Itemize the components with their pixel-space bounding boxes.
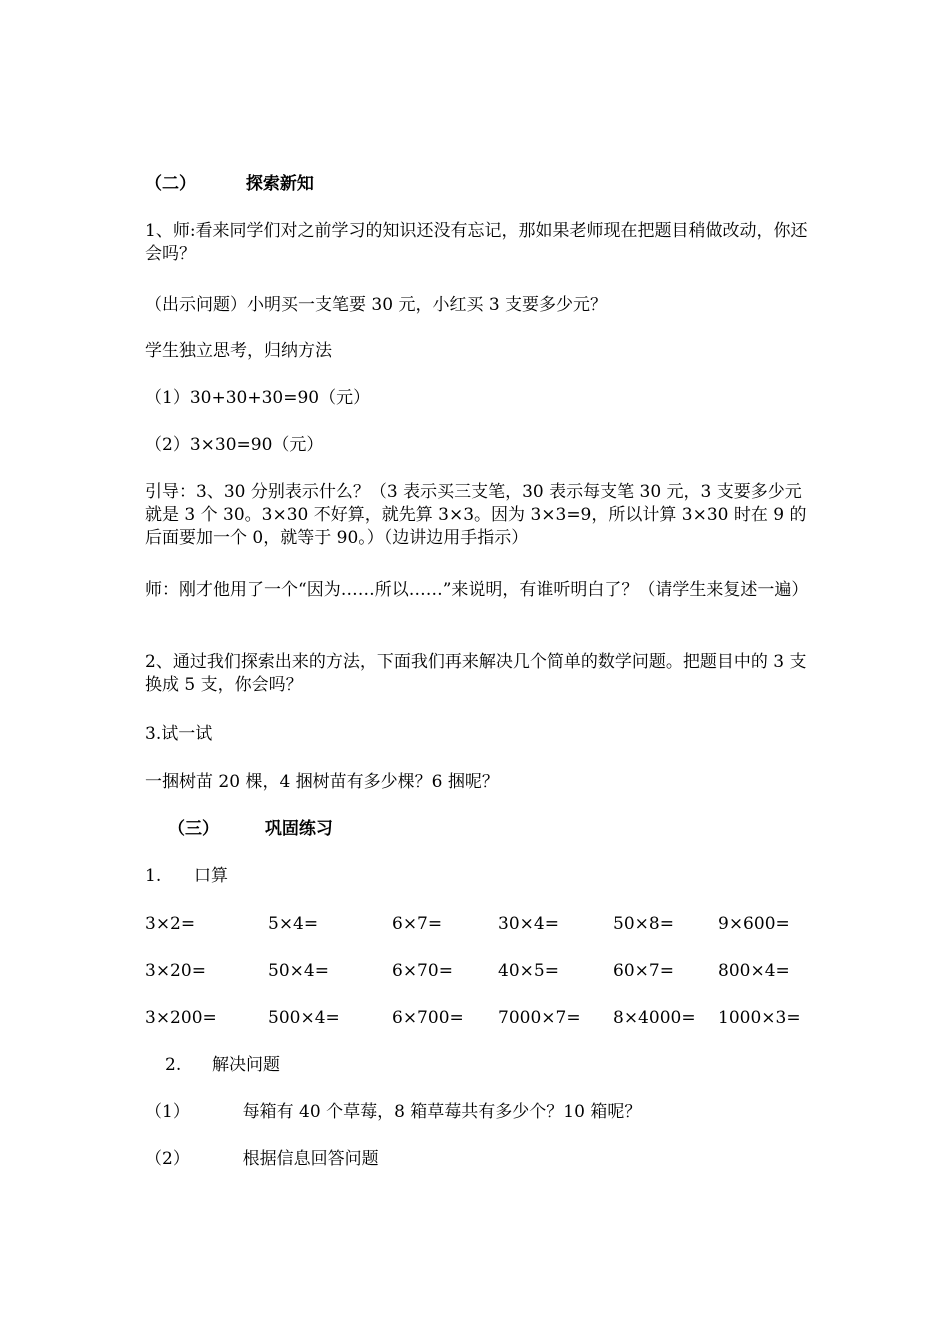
oral-item: 50×4= — [268, 961, 329, 981]
exercise-number: 2. — [165, 1055, 182, 1075]
oral-item: 3×20= — [145, 961, 206, 981]
section-heading-practice — [168, 818, 333, 841]
exercise-heading-problems — [165, 1054, 280, 1077]
oral-item: 5×4= — [268, 914, 319, 934]
paragraph-seedlings: 一捆树苗 20 棵，4 捆树苗有多少棵？6 捆呢？ — [145, 772, 499, 792]
section-number: （二） — [145, 174, 196, 194]
paragraph-student-thinking: 学生独立思考，归纳方法 — [145, 341, 332, 361]
oral-item: 3×2= — [145, 914, 196, 934]
oral-item: 50×8= — [613, 914, 674, 934]
paragraph-explore-more: 2、通过我们探索出来的方法，下面我们再来解决几个简单的数学问题。把题目中的 3 支换成 5 支，你会吗？ — [145, 652, 807, 695]
oral-item: 8×4000= — [613, 1008, 696, 1028]
question-number: （2） — [145, 1149, 190, 1169]
question-number: （1） — [145, 1102, 190, 1122]
oral-item: 3×200= — [145, 1008, 217, 1028]
oral-item: 6×7= — [392, 914, 443, 934]
oral-item: 1000×3= — [718, 1008, 801, 1028]
exercise-heading-oral — [145, 865, 228, 888]
question-text: 每箱有 40 个草莓，8 箱草莓共有多少个？10 箱呢？ — [242, 1102, 642, 1122]
section-heading-explore — [145, 173, 314, 196]
oral-item: 40×5= — [498, 961, 559, 981]
exercise-title: 解决问题 — [212, 1055, 281, 1075]
oral-item: 6×70= — [392, 961, 453, 981]
section-number: （三） — [168, 819, 219, 839]
paragraph-teacher-because: 师：刚才他用了一个“因为……所以……”来说明，有谁听明白了？（请学生来复述一遍） — [145, 580, 809, 600]
oral-item: 500×4= — [268, 1008, 340, 1028]
paragraph-teacher-intro: 1、师:看来同学们对之前学习的知识还没有忘记，那如果老师现在把题目稍做改动，你还会吗？ — [145, 221, 808, 264]
question-strawberries — [145, 1101, 641, 1124]
oral-item: 60×7= — [613, 961, 674, 981]
oral-item: 800×4= — [718, 961, 790, 981]
exercise-title: 口算 — [194, 866, 229, 886]
section-title: 探索新知 — [245, 174, 314, 194]
oral-item: 9×600= — [718, 914, 790, 934]
paragraph-guidance: 引导：3、30 分别表示什么？（3 表示买三支笔，30 表示每支笔 30 元，3 支要多少元就是 3 个 30。3×30 不好算，就先算 3×3。因为 3×3=9，所以计算 3×30 时在 9 的后面要加一个 0，就等于 90。）（边讲边用手指示） — [145, 482, 807, 548]
paragraph-method-1: （1）30+30+30=90（元） — [145, 388, 371, 408]
oral-item: 7000×7= — [498, 1008, 581, 1028]
exercise-number: 1. — [145, 866, 162, 886]
paragraph-show-problem: （出示问题）小明买一支笔要 30 元，小红买 3 支要多少元？ — [145, 295, 608, 315]
oral-item: 6×700= — [392, 1008, 464, 1028]
question-text: 根据信息回答问题 — [242, 1149, 379, 1169]
oral-item: 30×4= — [498, 914, 559, 934]
section-title: 巩固练习 — [264, 819, 333, 839]
paragraph-try-it: 3.试一试 — [145, 724, 213, 744]
paragraph-method-2: （2）3×30=90（元） — [145, 435, 324, 455]
question-info — [145, 1148, 379, 1171]
